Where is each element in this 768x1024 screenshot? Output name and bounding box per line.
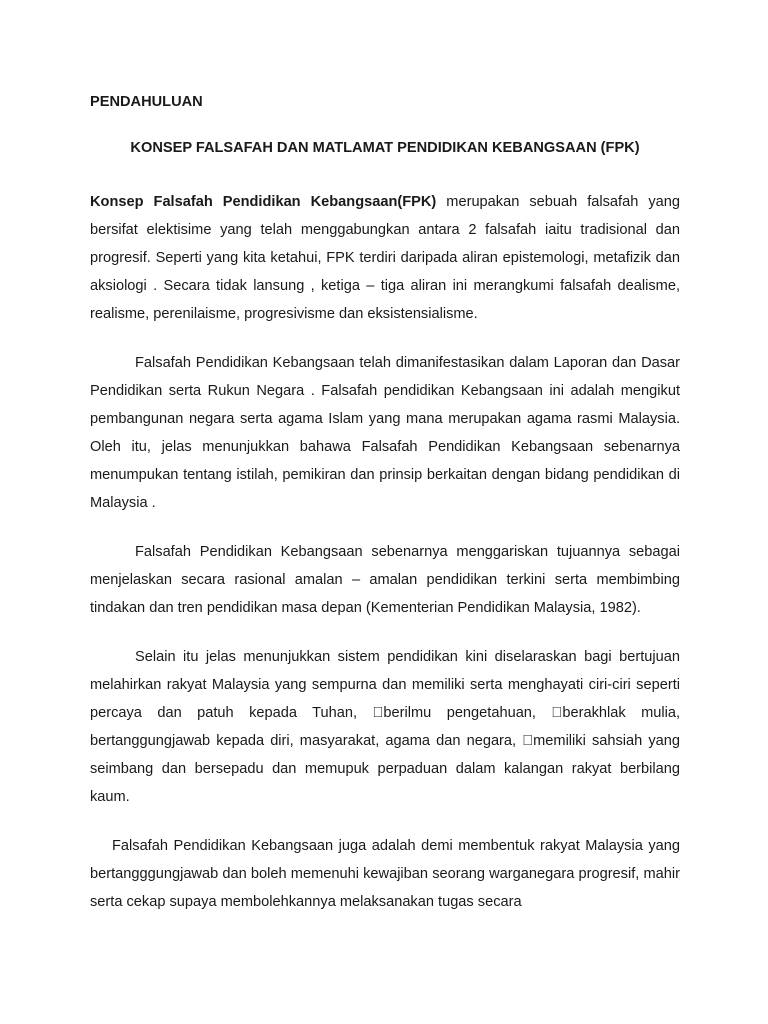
paragraph-3: Falsafah Pendidikan Kebangsaan sebenarnya menggariskan tujuannya sebagai menjelaskan secara rasional amalan – amalan pendidikan terkini serta membimbing tindakan dan tren pendidikan masa depan (Kementerian Pendidikan Malaysia, 1982). — [90, 544, 680, 616]
paragraph-1-lead: Konsep Falsafah Pendidikan Kebangsaan(FPK) — [90, 194, 437, 210]
document-title: KONSEP FALSAFAH DAN MATLAMAT PENDIDIKAN KEBANGSAAN (FPK) — [130, 140, 640, 156]
paragraph-1-body: merupakan sebuah falsafah yang bersifat elektisime yang telah menggabungkan antara 2 falsafah iaitu tradisional dan progresif. Seperti yang kita ketahui, FPK terdiri daripada aliran epistemologi, metafizik dan aksiologi . Secara tidak lansung , ketiga – tiga aliran ini merangkumi falsafah dealisme, realisme, perenilaisme, progresivisme dan eksistensialisme. — [90, 194, 680, 322]
paragraph-1 — [90, 188, 680, 328]
paragraph-4: Selain itu jelas menunjukkan sistem pendidikan kini diselaraskan bagi bertujuan melahirkan rakyat Malaysia yang sempurna dan memiliki serta menghayati ciri-ciri seperti percaya dan patuh kepada Tuhan, berilmu pengetahuan, berakhlak mulia, bertanggungjawab kepada diri, masyarakat, agama dan negara, memiliki sahsiah yang seimbang dan bersepadu dan memupuk perpaduan dalam kalangan rakyat berbilang kaum. — [90, 649, 680, 805]
section-heading: PENDAHULUAN — [90, 94, 203, 110]
document-body — [90, 92, 680, 916]
paragraph-2: Falsafah Pendidikan Kebangsaan telah dimanifestasikan dalam Laporan dan Dasar Pendidikan serta Rukun Negara . Falsafah pendidikan Kebangsaan ini adalah mengikut pembangunan negara serta agama Islam yang mana merupakan agama rasmi Malaysia. Oleh itu, jelas menunjukkan bahawa Falsafah Pendidikan Kebangsaan sebenarnya menumpukan tentang istilah, pemikiran dan prinsip berkaitan dengan bidang pendidikan di Malaysia . — [90, 355, 680, 511]
paragraph-5: Falsafah Pendidikan Kebangsaan juga adalah demi membentuk rakyat Malaysia yang bertangggungjawab dan boleh memenuhi kewajiban seorang warganegara progresif, mahir serta cekap supaya membolehkannya melaksanakan tugas secara — [90, 838, 680, 910]
